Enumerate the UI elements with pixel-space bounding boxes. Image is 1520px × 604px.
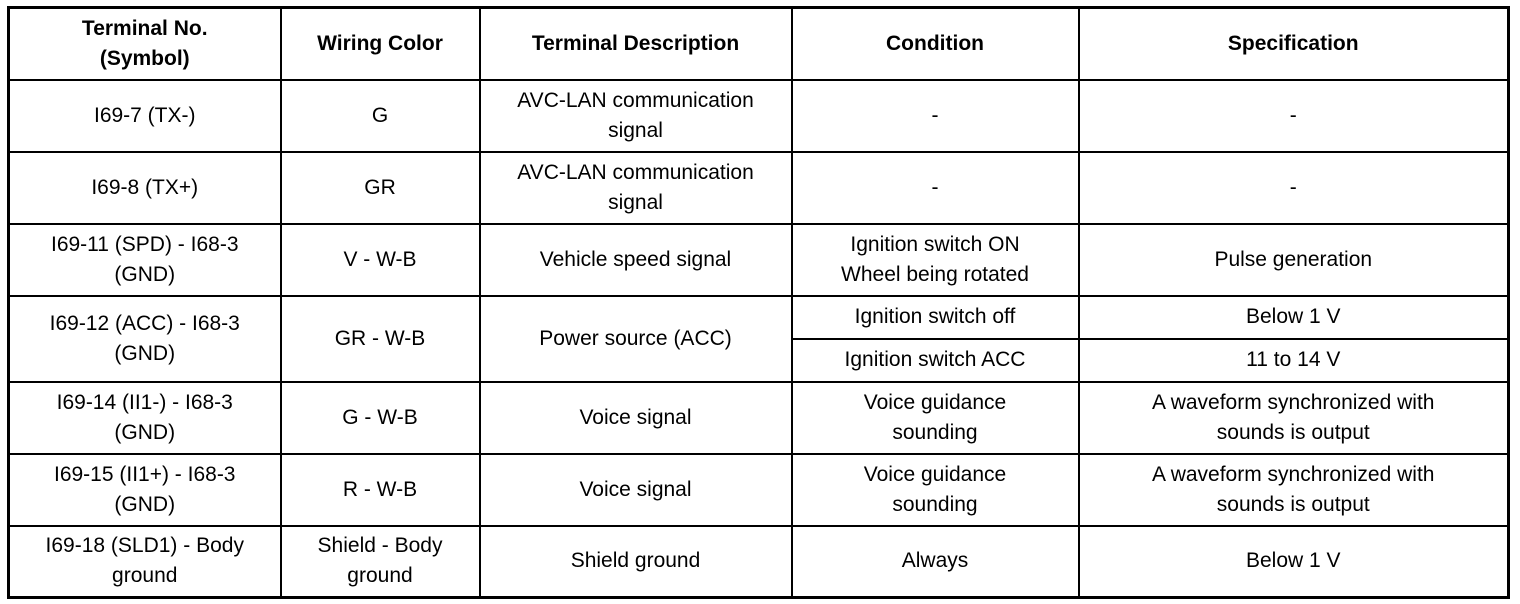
cell-wiring-color: R - W-B [281,454,480,526]
cell-description: Voice signal [480,454,792,526]
header-specification: Specification [1079,8,1509,80]
cell-condition: Always [792,526,1079,598]
cell-specification: A waveform synchronized with sounds is output [1079,382,1509,454]
table-row [9,382,1509,454]
cell-wiring-color: Shield - Body ground [281,526,480,598]
cell-condition: - [792,80,1079,152]
header-wiring-color: Wiring Color [281,8,480,80]
cell-terminal: I69-7 (TX-) [9,80,281,152]
terminal-spec-table [7,6,1510,599]
cell-condition: Voice guidance sounding [792,382,1079,454]
cell-description: Voice signal [480,382,792,454]
cell-terminal: I69-11 (SPD) - I68-3 (GND) [9,224,281,296]
cell-wiring-color: G - W-B [281,382,480,454]
cell-terminal: I69-14 (II1-) - I68-3 (GND) [9,382,281,454]
cell-description: AVC-LAN communication signal [480,152,792,224]
table-row [9,526,1509,598]
cell-condition: - [792,152,1079,224]
cell-specification: 11 to 14 V [1079,339,1509,382]
cell-specification: Below 1 V [1079,526,1509,598]
cell-terminal: I69-8 (TX+) [9,152,281,224]
cell-specification: Below 1 V [1079,296,1509,339]
cell-wiring-color: GR - W-B [281,296,480,382]
cell-wiring-color: V - W-B [281,224,480,296]
table-row [9,80,1509,152]
cell-description: AVC-LAN communication signal [480,80,792,152]
cell-specification: Pulse generation [1079,224,1509,296]
cell-description: Vehicle speed signal [480,224,792,296]
cell-condition: Voice guidance sounding [792,454,1079,526]
table-row [9,296,1509,339]
cell-condition: Ignition switch ACC [792,339,1079,382]
cell-description: Shield ground [480,526,792,598]
cell-terminal: I69-15 (II1+) - I68-3 (GND) [9,454,281,526]
table-row [9,454,1509,526]
header-terminal: Terminal No. (Symbol) [9,8,281,80]
header-terminal-description: Terminal Description [480,8,792,80]
cell-specification: A waveform synchronized with sounds is output [1079,454,1509,526]
cell-condition: Ignition switch off [792,296,1079,339]
cell-description: Power source (ACC) [480,296,792,382]
cell-specification: - [1079,152,1509,224]
cell-terminal: I69-12 (ACC) - I68-3 (GND) [9,296,281,382]
table-row [9,152,1509,224]
table-row [9,224,1509,296]
cell-terminal: I69-18 (SLD1) - Body ground [9,526,281,598]
header-condition: Condition [792,8,1079,80]
cell-wiring-color: GR [281,152,480,224]
cell-condition: Ignition switch ON Wheel being rotated [792,224,1079,296]
cell-specification: - [1079,80,1509,152]
table-header-row [9,8,1509,80]
cell-wiring-color: G [281,80,480,152]
